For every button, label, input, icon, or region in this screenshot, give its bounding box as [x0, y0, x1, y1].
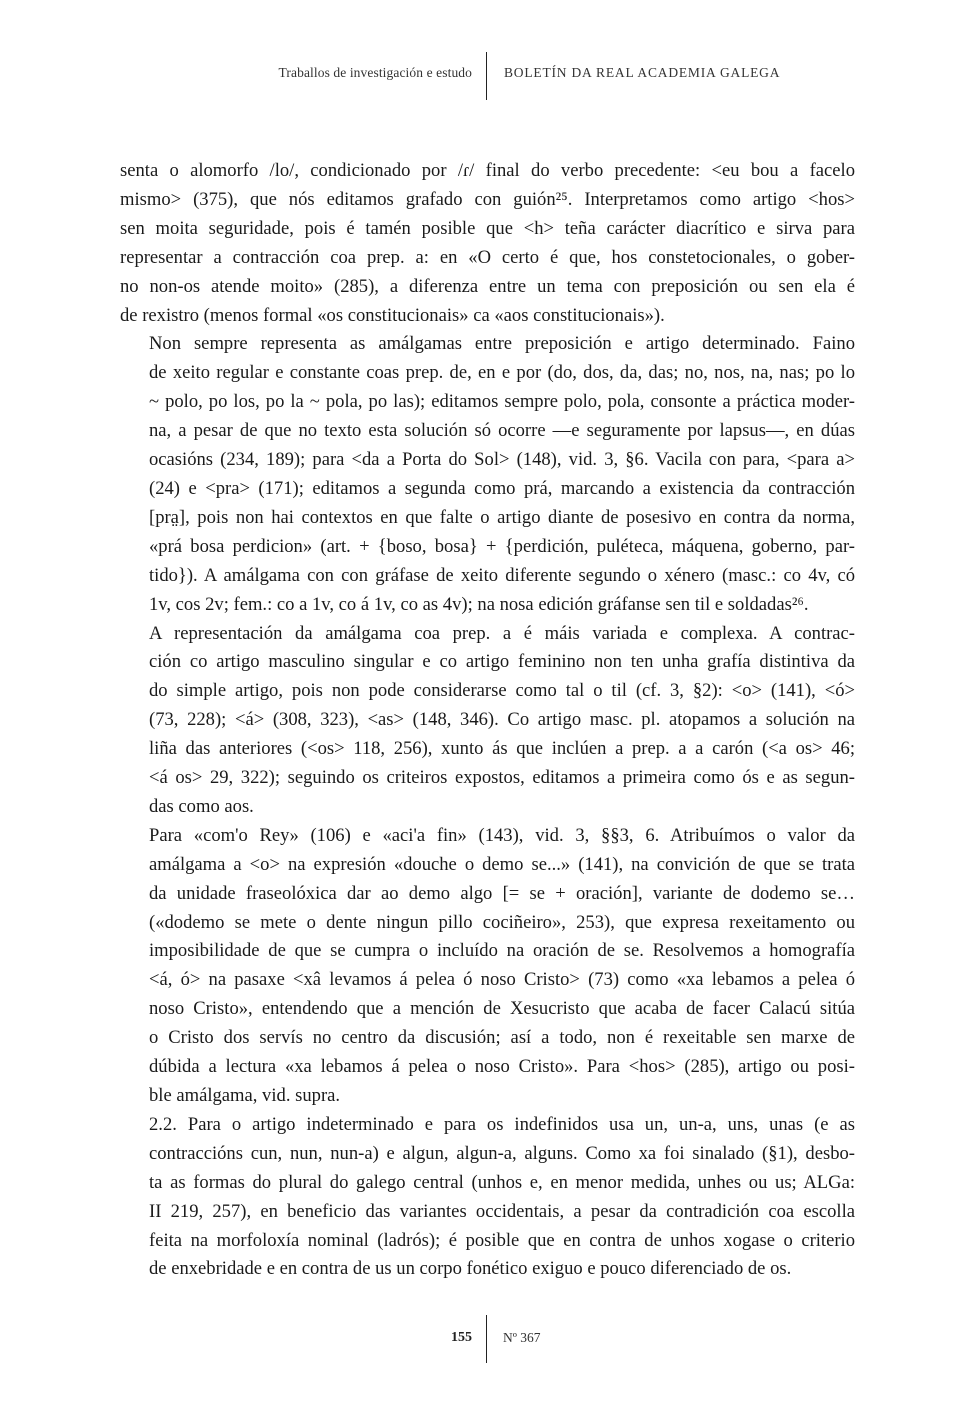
text-line: da unidade fraseolóxica dar ao demo algo [= se + oración], variante de dodemo se…	[149, 882, 855, 904]
text-line: ble amálgama, vid. supra.	[149, 1085, 341, 1106]
text-line: Para «com'o Rey» (106) e «aci'a fin» (143), vid. 3, §§3, 6. Atribuímos o valor da	[149, 824, 855, 846]
text-line: 1v, cos 2v; fem.: co a 1v, co á 1v, co as 4v); na nosa edición gráfanse sen til e soldadas²⁶.	[149, 593, 809, 615]
text-line: no non-os atende moito» (285), a diferenza entre un tema con preposición ou sen ela é	[120, 275, 855, 297]
text-line: imposibilidade de que se cumpra o incluído na oración de se. Resolvemos a homografía	[149, 940, 855, 962]
text-line: sen moita seguridade, pois é tamén posible que <h> teña carácter diacrítico e sirva para	[120, 217, 855, 239]
text-line: tido}). A amálgama con con gráfase de xeito diferente segundo o xénero (masc.: co 4v, có	[149, 564, 855, 586]
header-divider	[486, 52, 487, 100]
footer-divider	[486, 1315, 487, 1363]
text-line: o Cristo dos servís no centro da discusión; así a todo, non é rexeitable sen marxe de	[149, 1027, 855, 1049]
text-line: de enxebridade e en contra de us un corpo fonético exiguo e pouco diferenciado de os.	[149, 1258, 792, 1280]
text-line: de rexistro (menos formal «os constitucionais» ca «aos constitucionais»).	[120, 304, 665, 326]
text-line: (24) e <pra> (171); editamos a segunda como prá, marcando a existencia da contracción	[149, 477, 855, 499]
paragraph	[120, 330, 855, 619]
text-line: <á, ó> na pasaxe <xâ levamos á pelea ó noso Cristo> (73) como «xa lebamos a pelea ó	[149, 969, 855, 991]
text-line: feita na morfoloxía nominal (ladrós); é posible que en contra de unhos xogase o criterio	[149, 1229, 855, 1251]
text-line: na, a pesar de que no texto esta solución só ocorre —e seguramente por lapsus—, en dúas	[149, 420, 855, 442]
running-footer	[0, 1315, 975, 1363]
text-line: <á os> 29, 322); seguindo os criteiros expostos, editamos a primeira como ós e as segun-	[149, 767, 855, 789]
paragraph	[120, 822, 855, 1111]
text-line: amálgama a <o> na expresión «douche o demo se...» (141), na convición de que se trata	[149, 853, 855, 875]
text-line: ción co artigo masculino singular e co artigo feminino non ten unha grafía distintiva da	[149, 651, 855, 673]
text-line: de xeito regular e constante coas prep. de, en e por (do, dos, da, das; no, nos, na, nas; po lo	[149, 362, 855, 384]
paragraph	[120, 157, 855, 330]
text-line: Non sempre representa as amálgamas entre preposición e artigo determinado. Faino	[149, 333, 855, 355]
text-line: senta o alomorfo /lo/, condicionado por /ɾ/ final do verbo precedente: <eu bou a facelo	[120, 160, 855, 181]
text-line: («dodemo se mete o dente ningun pillo cociñeiro», 253), que expresa rexeitamento ou	[149, 911, 855, 933]
text-line: do simple artigo, pois non pode considerarse como tal o til (cf. 3, §2): <o> (141), <ó>	[149, 680, 855, 702]
text-line: [pra̤], pois non hai contextos en que falte o artigo diante de posesivo en contra da norma,	[149, 506, 855, 528]
section-title: Traballos de investigación e estudo	[278, 65, 472, 80]
text-line: II 219, 257), en beneficio das variantes occidentais, a pesar da contradición coa escolla	[149, 1200, 855, 1222]
journal-title: BOLETÍN DA REAL ACADEMIA GALEGA	[504, 65, 781, 80]
article-body	[120, 157, 855, 1284]
text-line: ocasións (234, 189); para <da a Porta do Sol> (148), vid. 3, §6. Vacila con para, <para a>	[149, 449, 855, 471]
text-line: das como aos.	[149, 795, 254, 817]
paragraph	[120, 620, 855, 822]
text-line: ta as formas do plural do galego central (unhos e, en menor medida, unhes ou us; ALGa:	[149, 1171, 855, 1193]
text-line: representar a contracción coa prep. a: en «O certo é que, hos constetocionales, o gober-	[120, 246, 855, 268]
text-line: noso Cristo», entendendo que a mención de Xesucristo que acaba de facer Calacú sitúa	[149, 998, 855, 1020]
issue-number: Nº 367	[503, 1330, 541, 1345]
page-number: 155	[451, 1330, 472, 1345]
text-line: 2.2. Para o artigo indeterminado e para os indefinidos usa un, un-a, uns, unas (e as	[149, 1113, 855, 1135]
text-line: ~ polo, po los, po la ~ pola, po las); editamos sempre polo, pola, consonte a práctica moder-	[149, 391, 855, 413]
paragraph	[120, 1111, 855, 1284]
text-line: (73, 228); <á> (308, 323), <as> (148, 346). Co artigo masc. pl. atopamos a solución na	[149, 709, 855, 731]
text-line: A representación da amálgama coa prep. a é máis variada e complexa. A contrac-	[149, 622, 855, 644]
text-line: «prá bosa perdicion» (art. + {boso, bosa} + {perdición, puléteca, máquena, goberno, par-	[149, 535, 855, 557]
text-line: mismo> (375), que nós editamos grafado con guión²⁵. Interpretamos como artigo <hos>	[120, 188, 855, 210]
text-line: liña das anteriores (<os> 118, 256), xunto ás que inclúen a prep. a a carón (<a os> 46;	[149, 738, 855, 760]
text-line: contraccións cun, nun, nun-a) e algun, algun-a, alguns. Como xa foi sinalado (§1), desbo-	[149, 1142, 855, 1164]
running-header	[0, 52, 975, 100]
text-line: dúbida a lectura «xa lebamos á pelea o noso Cristo». Para <hos> (285), artigo ou posi-	[149, 1056, 855, 1078]
